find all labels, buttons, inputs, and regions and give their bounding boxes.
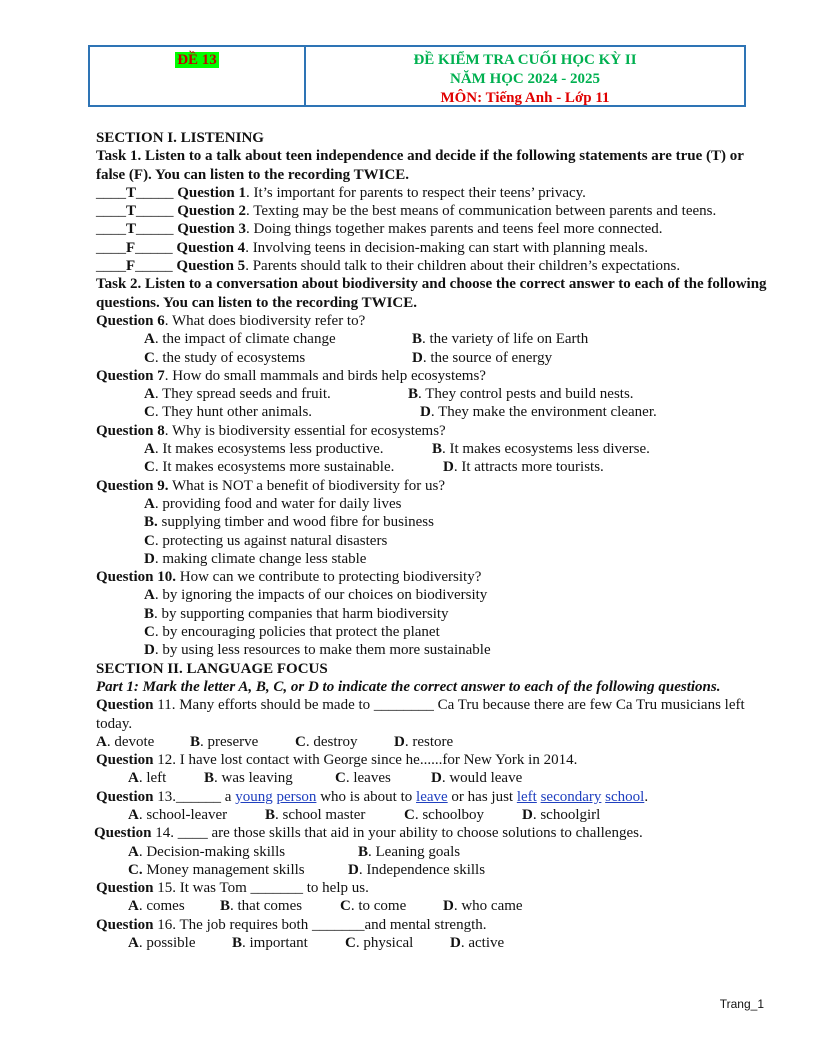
question: Question 15. It was Tom _______ to help us. xyxy=(96,880,369,897)
question: Question 7. How do small mammals and birds help ecosystems? xyxy=(96,367,486,384)
dictionary-link[interactable]: leave xyxy=(416,788,448,805)
options-row: A. possible B. important C. physical D. active xyxy=(128,935,505,952)
tf-item: ____F_____ Question 4. Involving teens in decision-making can start with planning meals. xyxy=(96,239,649,256)
question: Question 11. Many efforts should be made to ________ Ca Tru because there are few Ca Tru musicians left today. xyxy=(96,697,745,732)
subject: MÔN: Tiếng Anh - Lớp 11 xyxy=(440,90,610,106)
question: Question 12. I have lost contact with George since he......for New York in 2014. xyxy=(96,752,578,769)
options-row: A. They spread seeds and fruit. B. They control pests and build nests. xyxy=(144,386,634,403)
task-instructions: Task 2. Listen to a conversation about biodiversity and choose the correct answer to each of the following questions. You can listen to the recording TWICE. xyxy=(96,276,767,311)
options-row: A. the impact of climate change B. the variety of life on Earth xyxy=(144,331,589,348)
options-row: A. left B. was leaving C. leaves D. would leave xyxy=(128,770,523,787)
options-row: A. It makes ecosystems less productive. B. It makes ecosystems less diverse. xyxy=(144,441,650,458)
options-row: A. school-leaver B. school master C. schoolboy D. schoolgirl xyxy=(128,806,601,823)
exam-title: ĐỀ KIỂM TRA CUỐI HỌC KỲ II xyxy=(413,52,637,68)
exam-body xyxy=(96,129,768,952)
question: Question 14. ____ are those skills that aid in your ability to choose solutions to challenges. xyxy=(94,825,643,842)
tf-item: ____T_____ Question 1. It’s important for parents to respect their teens’ privacy. xyxy=(96,184,586,201)
exam-header xyxy=(88,45,746,107)
options-row: A. comes B. that comes C. to come D. who came xyxy=(128,898,523,915)
tf-item: ____F_____ Question 5. Parents should talk to their children about their children’s expectations. xyxy=(96,258,681,275)
options-row: C. They hunt other animals. D. They make the environment cleaner. xyxy=(144,404,657,421)
task-instructions: Task 1. Listen to a talk about teen independence and decide if the following statements are true (T) or false (F). You can listen to the recording TWICE. xyxy=(96,148,744,183)
option: B. by supporting companies that harm biodiversity xyxy=(144,605,449,622)
section-title: SECTION II. LANGUAGE FOCUS xyxy=(96,660,328,677)
question: Question 13.______ a young person who is about to leave or has just left secondary school. xyxy=(96,788,649,805)
section-title: SECTION I. LISTENING xyxy=(96,130,264,146)
school-year: NĂM HỌC 2024 - 2025 xyxy=(450,71,600,87)
options-row: A. Decision-making skills B. Leaning goals xyxy=(128,843,461,860)
option: D. by using less resources to make them more sustainable xyxy=(144,642,491,659)
dictionary-link[interactable]: person xyxy=(276,788,317,805)
question: Question 10. How can we contribute to protecting biodiversity? xyxy=(96,569,482,586)
tf-item: ____T_____ Question 2. Texting may be the best means of communication between parents and teens. xyxy=(96,203,717,220)
part-instructions: Part 1: Mark the letter A, B, C, or D to indicate the correct answer to each of the following questions. xyxy=(96,678,721,695)
question: Question 8. Why is biodiversity essential for ecosystems? xyxy=(96,422,446,439)
dictionary-link[interactable]: school xyxy=(605,788,645,805)
option: B. supplying timber and wood fibre for business xyxy=(144,514,434,531)
question: Question 6. What does biodiversity refer to? xyxy=(96,312,366,329)
option: C. protecting us against natural disasters xyxy=(144,532,388,549)
dictionary-link[interactable]: secondary xyxy=(540,788,602,805)
options-row: C. the study of ecosystems D. the source of energy xyxy=(144,349,553,366)
exam-code-cell xyxy=(90,47,306,105)
page-number: Trang_1 xyxy=(719,997,764,1011)
option: D. making climate change less stable xyxy=(144,550,367,567)
tf-item: ____T_____ Question 3. Doing things together makes parents and teens feel more connected. xyxy=(96,221,663,238)
options-row: C. Money management skills D. Independence skills xyxy=(128,861,486,878)
option: C. by encouraging policies that protect the planet xyxy=(144,624,440,641)
dictionary-link[interactable]: left xyxy=(516,788,537,805)
options-row: C. It makes ecosystems more sustainable. D. It attracts more tourists. xyxy=(144,459,604,476)
question: Question 16. The job requires both _______and mental strength. xyxy=(96,916,487,933)
option: A. by ignoring the impacts of our choices on biodiversity xyxy=(144,587,488,604)
question: Question 9. What is NOT a benefit of biodiversity for us? xyxy=(96,477,445,494)
exam-code: ĐỀ 13 xyxy=(177,52,217,68)
exam-title-cell xyxy=(306,47,744,105)
dictionary-link[interactable]: young xyxy=(235,788,273,805)
option: A. providing food and water for daily lives xyxy=(144,495,402,512)
options-row: A. devote B. preserve C. destroy D. restore xyxy=(96,733,454,750)
